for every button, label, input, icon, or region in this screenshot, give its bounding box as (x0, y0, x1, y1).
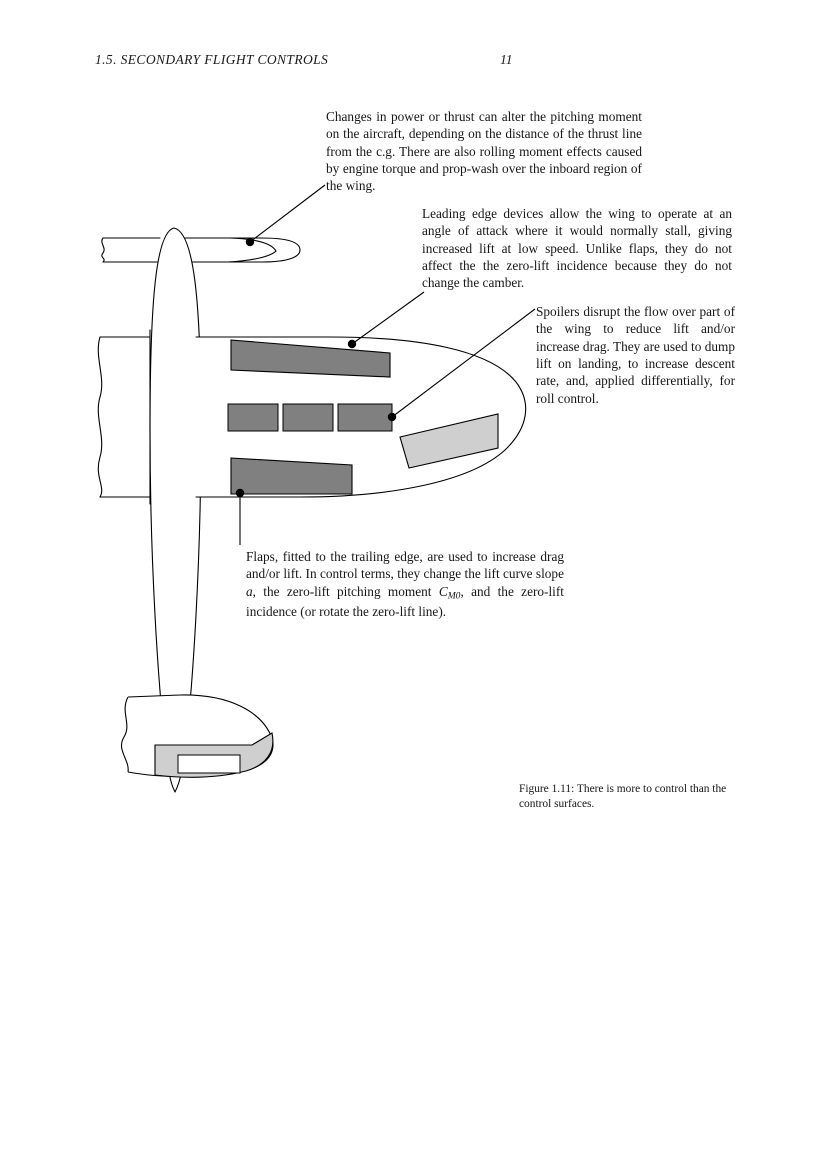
trailing-edge-flap (231, 458, 352, 494)
flaps-annotation (246, 548, 564, 620)
figure-caption (519, 782, 735, 812)
flaps-text-part-2: , the zero-lift pitching moment (252, 583, 439, 599)
symbol-pitching-moment-coefficient: C (438, 583, 448, 599)
aileron (400, 414, 498, 468)
figure-caption-text: There is more to control than the control surfaces. (519, 783, 727, 811)
leader-spoilers (392, 309, 535, 417)
trim-tab (178, 755, 240, 773)
spoiler-panels (228, 404, 392, 431)
dot-spoilers (388, 413, 396, 421)
spoiler-panel-inboard (228, 404, 278, 431)
leading-edge-device (231, 340, 390, 377)
thrust-effects-annotation: Changes in power or thrust can alter the pitching moment on the aircraft, depending on the distance of the thrust line from the c.g. There are also rolling moment effects caused by engine torque and prop-wash over the inboard region of the wing. (326, 109, 642, 194)
tailplane (102, 238, 300, 262)
leading-edge-devices-annotation: Leading edge devices allow the wing to operate at an angle of attack where it would normally stall, giving increased lift at low speed. Unlike flaps, they do not affect the the zero-lift incidence because they do not change the camber. (422, 206, 732, 291)
dot-flaps (236, 489, 244, 497)
flaps-text-part-1: Flaps, fitted to the trailing edge, are used to increase drag and/or lift. In control terms, they change the lift curve slope (246, 549, 564, 582)
spoiler-panel-outboard (338, 404, 392, 431)
figure-caption-label: Figure 1.11: (519, 783, 575, 795)
dot-thrust (246, 238, 254, 246)
leader-thrust (250, 185, 325, 242)
symbol-lift-curve-slope: a (246, 583, 253, 599)
callout-anchor-dots (236, 238, 396, 497)
spoiler-panel-mid (283, 404, 333, 431)
wing-outline (98, 330, 525, 504)
dot-leading-edge (348, 340, 356, 348)
symbol-subscript-m: M (447, 590, 456, 602)
header-section-title: 1.5. SECONDARY FLIGHT CONTROLS (95, 52, 329, 67)
symbol-subscript-zero: 0 (455, 590, 461, 602)
flaps-text-part-3: , and the zero-lift incidence (or rotate the zero-lift line). (246, 583, 564, 619)
page-number: 11 (500, 52, 513, 67)
leader-leading-edge (352, 292, 424, 344)
elevator (155, 733, 273, 777)
spoilers-annotation: Spoilers disrupt the flow over part of the wing to reduce lift and/or increase drag. They are used to dump lift on landing, to increase descent rate, and, applied differentially, for roll control. (536, 304, 735, 406)
fuselage (150, 228, 201, 792)
running-header (95, 52, 735, 72)
lower-tailplane (122, 695, 273, 777)
